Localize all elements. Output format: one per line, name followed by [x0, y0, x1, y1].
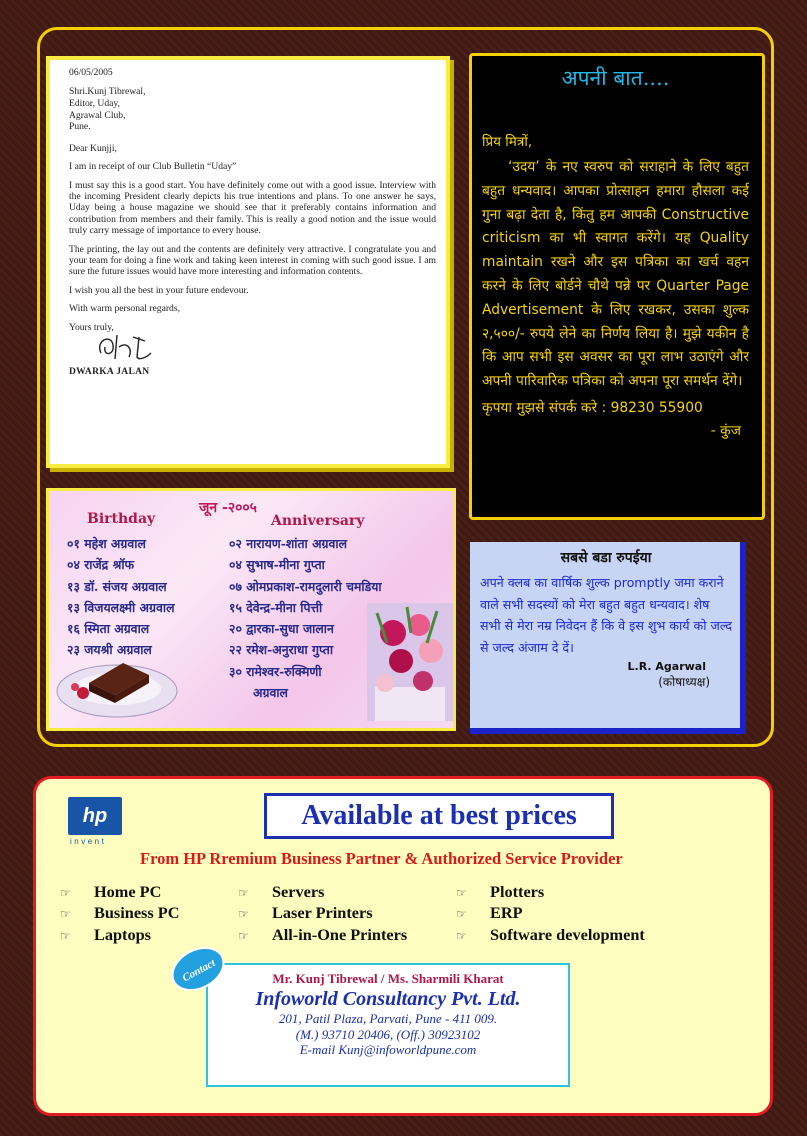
company-email[interactable]: E-mail Kunj@infoworldpune.com	[299, 1042, 477, 1058]
contact-box	[206, 963, 570, 1087]
ad-subheadline: From HP Rremium Business Partner & Authorized Service Provider	[140, 849, 623, 868]
list-item: ०२ नारायण-शांता अग्रवाल	[229, 536, 348, 551]
hp-logo: hp	[68, 797, 122, 835]
company-name: Infoworld Consultancy Pvt. Ltd.	[255, 988, 521, 1010]
list-item: १३ डॉ. संजय अग्रवाल	[67, 578, 167, 594]
list-item: ☞ Plotters	[456, 881, 645, 902]
card-month: जून -२००५	[199, 500, 257, 516]
pointing-hand-icon: ☞	[238, 886, 249, 900]
products-column-3	[456, 881, 645, 945]
pointing-hand-icon: ☞	[238, 928, 249, 943]
pointing-hand-icon: ☞	[60, 907, 71, 922]
ad-headline: Available at best prices	[264, 793, 614, 839]
editorial-box	[469, 53, 765, 520]
pointing-hand-icon: ☞	[456, 928, 467, 943]
list-item: ☞ All-in-One Printers	[238, 924, 407, 945]
list-item: १६ स्मिता अग्रवाल	[67, 621, 150, 637]
address-line: Editor, Uday,	[69, 98, 120, 109]
cake-image	[53, 633, 181, 721]
list-item: ०४ सुभाष-मीना गुप्ता	[229, 557, 325, 573]
list-item: ☞ Home PC	[60, 881, 180, 902]
contact-badge: Contact	[164, 938, 232, 1000]
signature-area	[69, 333, 436, 367]
birthday-heading: Birthday	[87, 511, 156, 527]
list-item: ☞ Laser Printers	[238, 902, 407, 923]
contact-names: Mr. Kunj Tibrewal / Ms. Sharmili Kharat	[272, 971, 504, 986]
editorial-title: अपनी बात....	[561, 66, 670, 90]
list-item: अग्रवाल	[253, 685, 288, 701]
hp-tagline: invent	[70, 837, 107, 846]
letter-closing: Yours truly,	[69, 321, 114, 333]
letter-paragraph: I wish you all the best in your future endevour.	[69, 284, 249, 296]
address-line: Shri.Kunj Tibrewal,	[69, 86, 146, 98]
signatory-name: DWARKA JALAN	[69, 367, 150, 378]
letter-paragraph: With warm personal regards,	[69, 303, 180, 315]
list-item: १३ विजयलक्ष्मी अग्रवाल	[67, 599, 175, 615]
treasurer-note	[470, 542, 746, 734]
pointing-hand-icon: ☞	[60, 928, 71, 943]
letter-paragraph: I am in receipt of our Club Bulletin “Uday”	[69, 161, 237, 173]
list-item: ०४ राजेंद्र श्रॉफ	[67, 557, 135, 573]
letter-greeting: Dear Kunjji,	[69, 142, 117, 154]
editorial-salutation: प्रिय मित्रों,	[482, 134, 533, 150]
products-column-2	[238, 881, 407, 945]
anniversary-list	[229, 533, 382, 703]
pointing-hand-icon: ☞	[456, 907, 467, 922]
anniversary-heading: Anniversary	[271, 513, 365, 529]
treasurer-note-title: सबसे बडा रुपईया	[560, 550, 652, 566]
hp-advertisement	[33, 776, 773, 1116]
treasurer-note-body: अपने क्लब का वार्षिक शुल्क promptly जमा कराने वाले सभी सदस्यों को मेरा बहुत बहुत धन्यवाद। शेष सभी से मेरा नम्र निवेदन हैं कि वे इस शुभ कार्य को जल्द से जल्द अंजाम दे दें।	[480, 575, 732, 655]
list-item: ☞ ERP	[456, 902, 645, 923]
birthday-anniversary-card	[46, 488, 456, 731]
company-address: 201, Patil Plaza, Parvati, Pune - 411 009.	[278, 1011, 498, 1026]
editorial-body: ‘उदय’ के नए स्वरुप को सराहाने के लिए बहुत बहुत धन्यवाद। आपका प्रोत्साहन हमारा हौसला कई गुना बढ़ा देता है, किंतु हम आपकी Constructive criticism का भी स्वागत करेंगे। यह Quality maintain रखने और इस पत्रिका का खर्च वहन करने के लिए बोर्डने चौथे पन्ने पर Quarter Page Advertisement के लिए रखकर, उसका शुल्क २,५००/- रुपये लेने का निर्णय लिया है। मुझे यकीन है कि आप सभी इस अवसर का पूरा लाभ उठाएंगे और अपनी पारिवारिक पत्रिका को अपना पूरा समर्थन देंगे।	[482, 159, 749, 390]
list-item: ०७ ओमप्रकाश-रामदुलारी चमडिया	[229, 578, 382, 594]
list-item: २२ रमेश-अनुराधा गुप्ता	[229, 642, 334, 658]
products-column-1	[60, 881, 180, 945]
editorial-contact: कृपया मुझसे संपर्क करे : 98230 55900	[482, 399, 703, 416]
pointing-hand-icon: ☞	[238, 907, 249, 922]
list-item: ☞ Laptops	[60, 924, 180, 945]
list-item: २० द्वारका-सुधा जालान	[229, 621, 334, 637]
list-item: ३० रामेश्वर-रुक्मिणी	[229, 663, 322, 679]
list-item: ☞ Servers	[238, 881, 407, 902]
letter-paragraph: I must say this is a good start. You have definitely come out with a good issue. Interview with the incoming President clearly depicts his true intentions and plans. To one answer he says, Uday being a house magazine we should see that it preferably contains information and contribution from members and their family. This is really a good notion and the issue would truly carry message of importance to every house.	[69, 179, 436, 237]
letter-paragraph: The printing, the lay out and the contents are definitely very attractive. I congratulate you and your team for doing a fine work and taking keen interest in coming with such good issue. I am sure the future issues would have more interesting and information contents.	[69, 243, 436, 278]
treasurer-role: (कोषाध्यक्ष)	[658, 675, 710, 689]
company-phones: (M.) 93710 20406, (Off.) 30923102	[295, 1026, 481, 1042]
list-item: ०१ महेश अग्रवाल	[67, 536, 146, 551]
list-item: १५ देवेन्द्र-मीना पित्ती	[229, 599, 323, 615]
address-line: Agrawal Club,	[69, 109, 126, 121]
address-line: Pune.	[69, 121, 91, 133]
pointing-hand-icon: ☞	[60, 886, 71, 900]
flowers-image	[367, 603, 453, 721]
appreciation-letter	[46, 56, 450, 468]
list-item: ☞ Software development	[456, 924, 645, 945]
pointing-hand-icon: ☞	[456, 886, 467, 900]
editorial-signature: - कुंज	[710, 422, 741, 439]
signature-icon	[93, 327, 183, 367]
list-item: २३ जयश्री अग्रवाल	[67, 642, 152, 658]
letter-address	[69, 86, 436, 132]
letter-date: 06/05/2005	[69, 67, 113, 78]
list-item: ☞ Business PC	[60, 902, 180, 923]
treasurer-name: L.R. Agarwal	[627, 660, 706, 673]
